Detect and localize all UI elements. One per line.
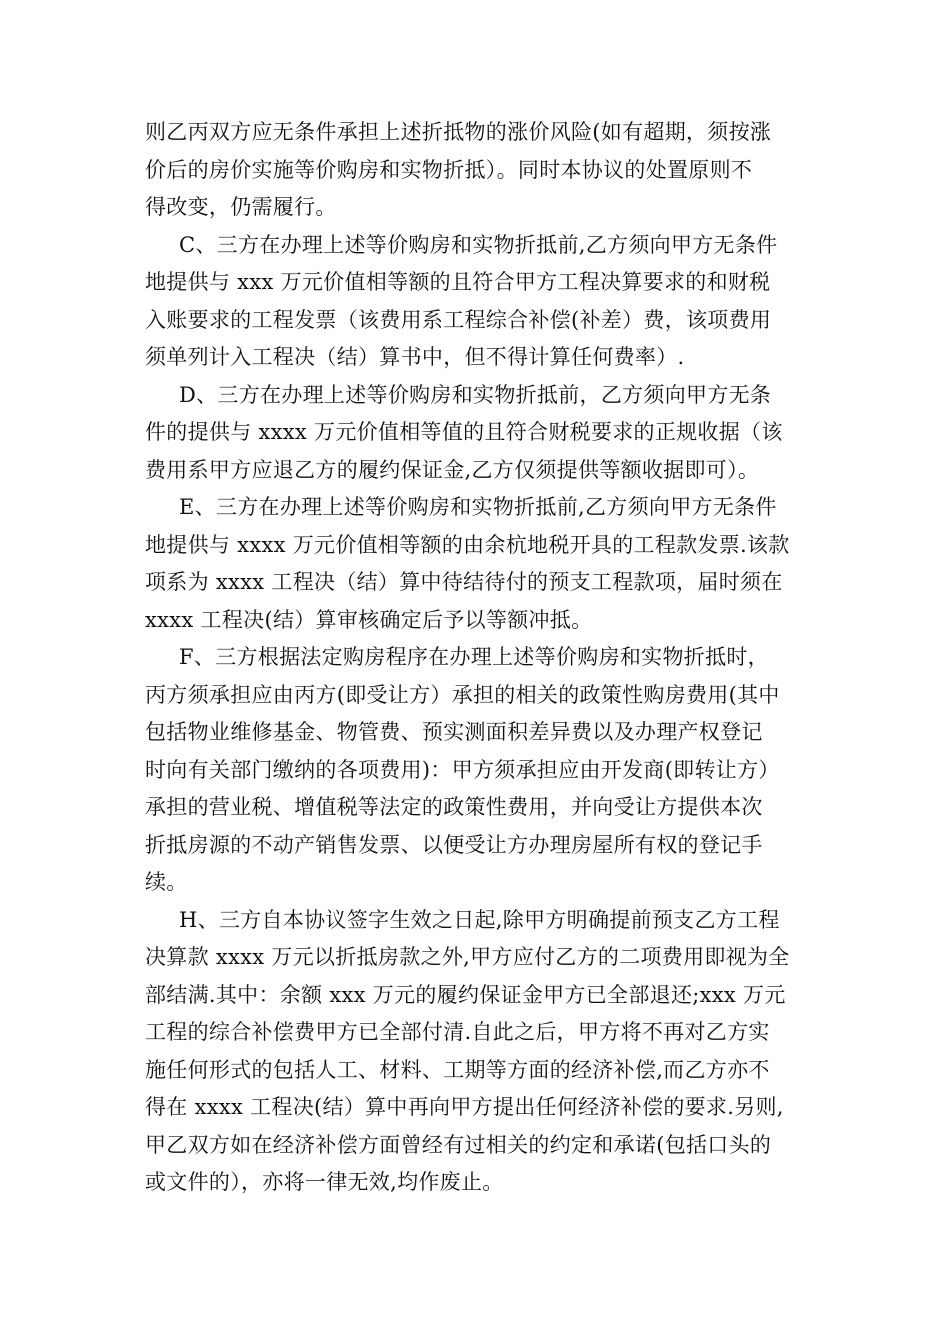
text-line: 费用系甲方应退乙方的履约保证金,乙方仅须提供等额收据即可）。	[145, 457, 760, 482]
text-line: 丙方须承担应由丙方(即受让方）承担的相关的政策性购房费用(其中	[145, 682, 780, 707]
paragraph-h-start: H、三方自本协议签字生效之日起,除甲方明确提前预支乙方工程	[179, 907, 780, 932]
text-line: 项系为 xxxx 工程决（结）算中待结待付的预支工程款项，届时须在	[145, 570, 783, 594]
text-line: 得在 xxxx 工程决(结）算中再向甲方提出任何经济补偿的要求.另则,	[145, 1095, 784, 1119]
text-line: 包括物业维修基金、物管费、预实测面积差异费以及办理产权登记	[145, 720, 763, 744]
paragraph-d-start: D、三方在办理上述等价购房和实物折抵前，乙方须向甲方无条	[179, 382, 772, 407]
text-line: 续。	[145, 870, 188, 894]
text-line: 承担的营业税、增值税等法定的政策性费用，并向受让方提供本次	[145, 795, 763, 819]
text-line: 部结满.其中：余额 xxx 万元的履约保证金甲方已全部退还;xxx 万元	[145, 982, 786, 1007]
paragraph-e-start: E、三方在办理上述等价购房和实物折抵前,乙方须向甲方无条件	[179, 495, 777, 519]
text-line: xxxx 工程决(结）算审核确定后予以等额冲抵。	[145, 607, 593, 632]
text-line: 或文件的），亦将一律无效,均作废止。	[145, 1170, 504, 1194]
text-line: 施任何形式的包括人工、材料、工期等方面的经济补偿,而乙方亦不	[145, 1057, 770, 1082]
text-line: 得改变，仍需履行。	[145, 195, 337, 219]
text-line: 折抵房源的不动产销售发票、以便受让方办理房屋所有权的登记手	[145, 832, 763, 857]
text-line: 入账要求的工程发票（该费用系工程综合补偿(补差）费，该项费用	[145, 307, 772, 332]
text-line: 须单列计入工程决（结）算书中，但不得计算任何费率）.	[145, 345, 685, 369]
text-line: 甲乙双方如在经济补偿方面曾经有过相关的约定和承诺(包括口头的	[145, 1132, 772, 1157]
text-line: 地提供与 xxx 万元价值相等额的且符合甲方工程决算要求的和财税	[145, 270, 771, 294]
paragraph-c-start: C、三方在办理上述等价购房和实物折抵前,乙方须向甲方无条件	[179, 232, 778, 257]
text-line: 价后的房价实施等价购房和实物折抵）。同时本协议的处置原则不	[145, 157, 753, 182]
text-line: 则乙丙双方应无条件承担上述折抵物的涨价风险(如有超期，须按涨	[145, 120, 772, 144]
text-line: 时向有关部门缴纳的各项费用)：甲方须承担应由开发商(即转让方）	[145, 757, 780, 782]
text-line: 工程的综合补偿费甲方已全部付清.自此之后，甲方将不再对乙方实	[145, 1020, 770, 1044]
text-line: 地提供与 xxxx 万元价值相等额的由余杭地税开具的工程款发票.该款	[145, 532, 790, 557]
paragraph-f-start: F、三方根据法定购房程序在办理上述等价购房和实物折抵时，	[179, 645, 769, 669]
text-line: 决算款 xxxx 万元以折抵房款之外,甲方应付乙方的二项费用即视为全	[145, 945, 790, 969]
text-line: 件的提供与 xxxx 万元价值相等值的且符合财税要求的正规收据（该	[145, 420, 783, 444]
document-body	[145, 114, 813, 1202]
